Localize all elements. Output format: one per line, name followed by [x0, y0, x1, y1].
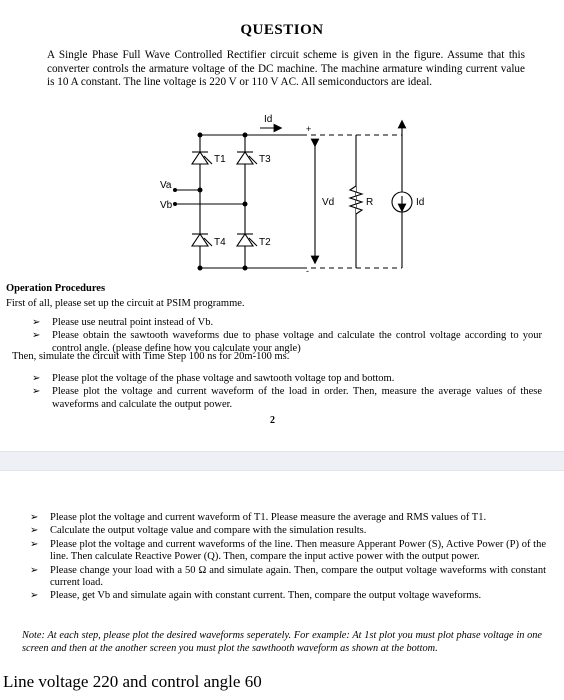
- bullet-arrow-icon: ➢: [32, 373, 41, 384]
- question-title: QUESTION: [240, 22, 324, 38]
- bullet-arrow-icon: ➢: [30, 512, 39, 523]
- rectifier-circuit-diagram: [160, 108, 425, 280]
- operations-intro: First of all, please set up the circuit at PSIM programme.: [6, 298, 245, 309]
- bullet-arrow-icon: ➢: [30, 525, 39, 537]
- thyristor-t1-label: T1: [214, 154, 226, 165]
- operations-heading: Operation Procedures: [6, 283, 106, 294]
- list-item: ➢ Please change your load with a 50 Ω and simulate again. Then, compare the output voltage waveforms with constant current load.: [30, 564, 546, 589]
- current-label: Id: [264, 114, 273, 125]
- note-paragraph: Note: At each step, please plot the desired waveforms seperately. For example: At 1st plot you must plot phase voltage in one screen and then at the another screen you must plot the sawthooth waveform as shown at the bottom.: [22, 630, 542, 654]
- input-b-label: Vb: [160, 200, 173, 211]
- input-a-label: Va: [160, 180, 172, 191]
- svg-text:-: -: [306, 266, 309, 276]
- bullet-arrow-icon: ➢: [32, 330, 41, 342]
- question-paragraph: A Single Phase Full Wave Controlled Rectifier circuit scheme is given in the figure. Assume that this converter controls the armature voltage of the DC machine. The machine armature winding current value is 10 A constant. The line voltage is 220 V or 110 V AC. All semiconductors are ideal.: [47, 49, 525, 89]
- list-item: ➢ Please plot the voltage and current waveform of the load in order. Then, measure the average values of these waveforms and calculate the output power.: [32, 386, 542, 410]
- bullet-arrow-icon: ➢: [32, 386, 41, 398]
- thyristor-t2-label: T2: [259, 237, 271, 248]
- resistor-label: R: [366, 197, 374, 208]
- bullet-arrow-icon: ➢: [30, 538, 39, 550]
- thyristor-t3-label: T3: [259, 154, 271, 165]
- load-voltage-label: Vd: [322, 197, 335, 208]
- list-item: ➢ Please obtain the sawtooth waveforms due to phase voltage and calculate the control voltage according to your control angle. (please define how you calculate your angle): [32, 330, 542, 354]
- simulation-instruction: Then, simulate the circuit with Time Step 100 ns for 20m-100 ms.: [12, 351, 290, 362]
- list-item: ➢ Calculate the output voltage value and compare with the simulation results.: [30, 525, 367, 537]
- footer-text: Line voltage 220 and control angle 60: [3, 672, 262, 691]
- bullet-arrow-icon: ➢: [30, 564, 39, 576]
- list-item: ➢ Please use neutral point instead of Vb.: [32, 317, 214, 328]
- list-item: ➢ Please plot the voltage of the phase voltage and sawtooth voltage top and bottom.: [32, 373, 395, 384]
- thyristor-t4-label: T4: [214, 237, 226, 248]
- list-item: ➢ Please, get Vb and simulate again with constant current. Then, compare the output voltage waveforms.: [30, 590, 482, 602]
- bullet-arrow-icon: ➢: [32, 317, 41, 328]
- page-divider: [0, 451, 564, 471]
- steps-list-2: [12, 373, 542, 412]
- svg-text:+: +: [306, 124, 312, 134]
- steps-list-3: [10, 512, 546, 604]
- bullet-arrow-icon: ➢: [30, 590, 39, 602]
- list-item: ➢ Please plot the voltage and current waveform of T1. Please measure the average and RMS values of T1.: [30, 512, 487, 523]
- page-number: 2: [270, 415, 275, 426]
- list-item: ➢ Please plot the voltage and current waveforms of the line. Then measure Apperant Power (S), Active Power (P) of the line. Then calculate Reactive Power (Q). Then, compare the input active power with the output power.: [30, 538, 546, 563]
- source-current-label: Id: [416, 197, 425, 208]
